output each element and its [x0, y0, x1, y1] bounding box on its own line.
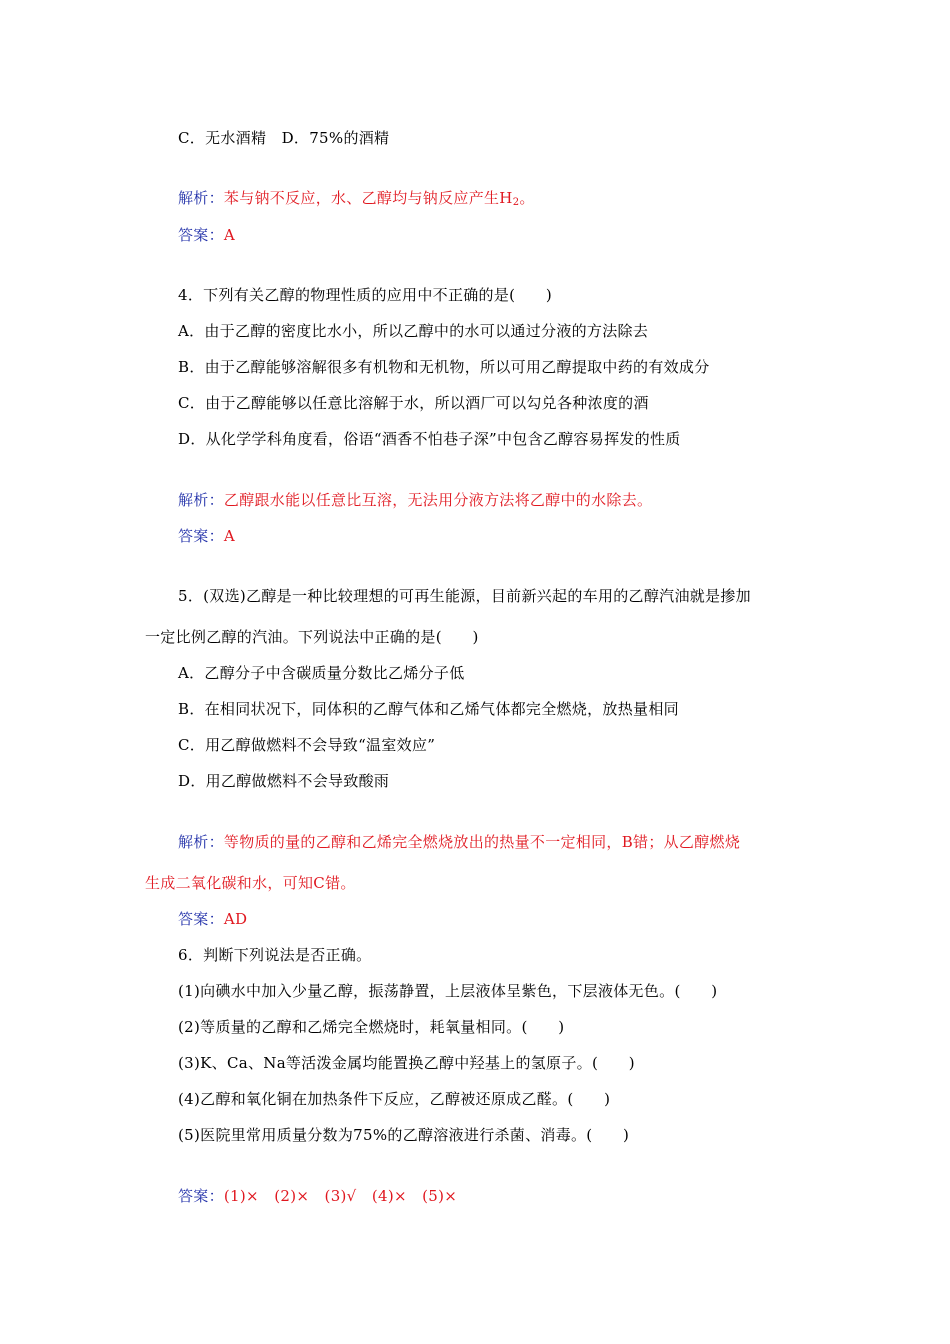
- q5-answer-text: AD: [223, 910, 248, 928]
- q5-analysis-label: 解析：: [178, 833, 224, 851]
- q5-option-b: B．在相同状况下，同体积的乙醇气体和乙烯气体都完全燃烧，放热量相同: [178, 700, 679, 718]
- q5-option-c: C．用乙醇做燃料不会导致“温室效应”: [178, 736, 436, 754]
- q3-analysis-text: 苯与钠不反应，水、乙醇均与钠反应产生H: [223, 189, 513, 207]
- q3-analysis-end: 。: [519, 189, 535, 207]
- q4-answer-text: A: [223, 527, 236, 545]
- q6-answer-text: (1)× (2)× (3)√ (4)× (5)×: [223, 1187, 458, 1205]
- q5-stem-line2: 一定比例乙醇的汽油。下列说法中正确的是( ): [145, 628, 479, 646]
- q5-analysis-line2: [145, 873, 356, 893]
- q4-option-b: B．由于乙醇能够溶解很多有机物和无机物，所以可用乙醇提取中药的有效成分: [178, 358, 710, 376]
- q5-answer-label: 答案：: [178, 910, 224, 928]
- q4-stem: 4．下列有关乙醇的物理性质的应用中不正确的是( ): [178, 286, 553, 304]
- q4-analysis: [178, 490, 652, 510]
- q4-analysis-label: 解析：: [178, 491, 224, 509]
- q6-answer-label: 答案：: [178, 1187, 224, 1205]
- q6-item-5: (5)医院里常用质量分数为75%的乙醇溶液进行杀菌、消毒。( ): [178, 1126, 630, 1144]
- q4-option-a: A．由于乙醇的密度比水小，所以乙醇中的水可以通过分液的方法除去: [178, 322, 649, 340]
- q5-answer: [178, 909, 247, 929]
- q3-analysis-subscript: 2: [512, 197, 520, 208]
- q6-item-2: (2)等质量的乙醇和乙烯完全燃烧时，耗氧量相同。( ): [178, 1018, 565, 1036]
- q4-analysis-text: 乙醇跟水能以任意比互溶，无法用分液方法将乙醇中的水除去。: [223, 491, 653, 509]
- q3-analysis: [178, 188, 535, 208]
- q6-item-1: (1)向碘水中加入少量乙醇，振荡静置，上层液体呈紫色，下层液体无色。( ): [178, 982, 718, 1000]
- q5-option-a: A．乙醇分子中含碳质量分数比乙烯分子低: [178, 664, 465, 682]
- q4-answer-label: 答案：: [178, 527, 224, 545]
- q5-option-d: D．用乙醇做燃料不会导致酸雨: [178, 772, 390, 790]
- q3-options-cd: C．无水酒精 D．75%的酒精: [178, 129, 390, 147]
- q4-answer: [178, 526, 235, 546]
- q3-answer: [178, 225, 235, 245]
- q6-answer: [178, 1186, 457, 1206]
- q3-answer-label: 答案：: [178, 226, 224, 244]
- q4-option-d: D．从化学学科角度看，俗语“酒香不怕巷子深”中包含乙醇容易挥发的性质: [178, 430, 681, 448]
- q3-analysis-label: 解析：: [178, 189, 224, 207]
- q6-item-3: (3)K、Ca、Na等活泼金属均能置换乙醇中羟基上的氢原子。( ): [178, 1054, 635, 1072]
- q4-option-c: C．由于乙醇能够以任意比溶解于水，所以酒厂可以勾兑各种浓度的酒: [178, 394, 649, 412]
- q6-stem: 6．判断下列说法是否正确。: [178, 946, 372, 964]
- q5-stem-line1: 5．(双选)乙醇是一种比较理想的可再生能源，目前新兴起的车用的乙醇汽油就是掺加: [178, 587, 751, 605]
- q5-analysis-text-1: 等物质的量的乙醇和乙烯完全燃烧放出的热量不一定相同，B错；从乙醇燃烧: [223, 833, 741, 851]
- q3-answer-text: A: [223, 226, 236, 244]
- q5-analysis-line1: [178, 832, 740, 852]
- q6-item-4: (4)乙醇和氧化铜在加热条件下反应，乙醇被还原成乙醛。( ): [178, 1090, 611, 1108]
- q5-analysis-text-2: 生成二氧化碳和水，可知C错。: [145, 874, 356, 892]
